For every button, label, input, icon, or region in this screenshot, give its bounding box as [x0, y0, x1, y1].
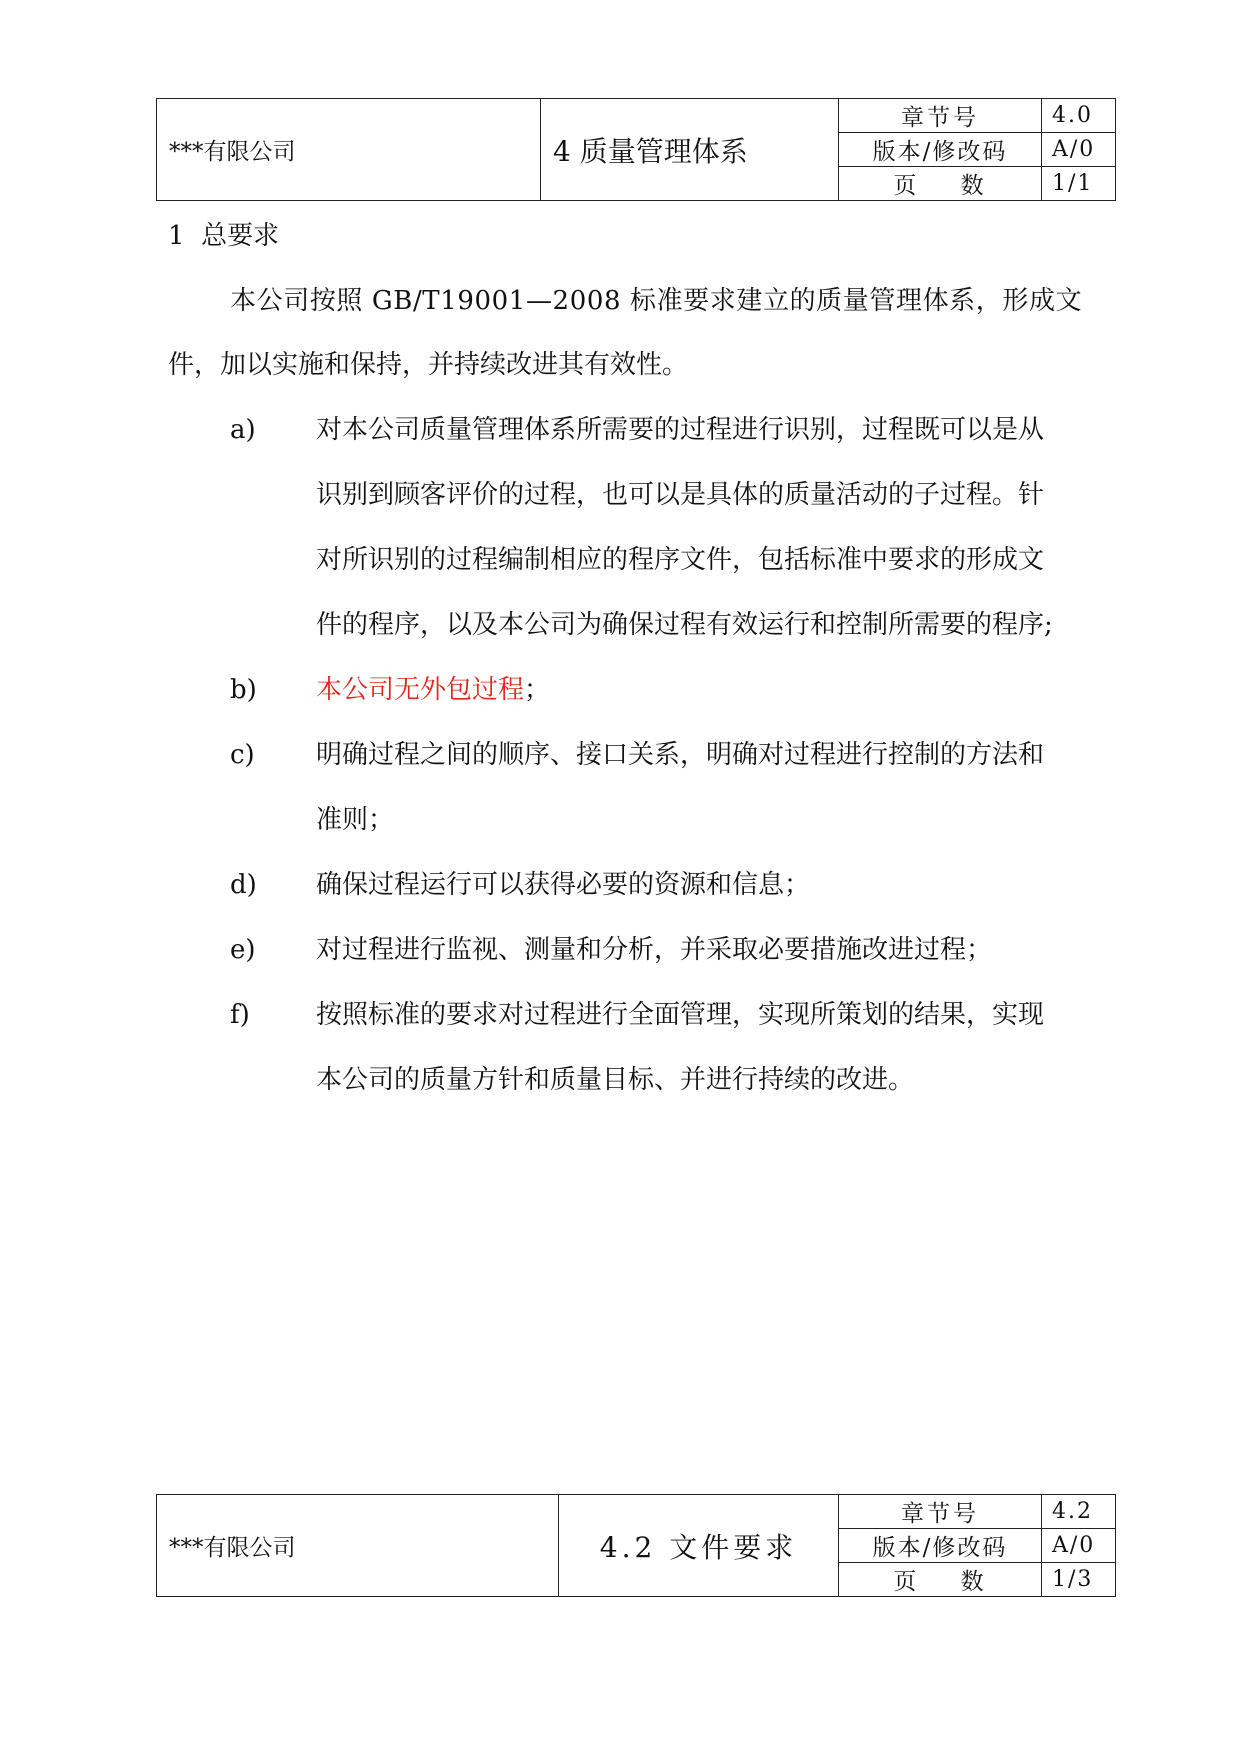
- meta-row-chapter: [839, 99, 1115, 133]
- meta-row-pages: [839, 1563, 1115, 1596]
- list-item-line: 准则；: [316, 805, 395, 835]
- document-header-table: [156, 1494, 1116, 1597]
- meta-label: 版本/修改码: [839, 1529, 1042, 1562]
- list-item-line: 识别到顾客评价的过程，也可以是具体的质量活动的子过程。针: [316, 480, 1045, 510]
- meta-row-version: [839, 1529, 1115, 1563]
- document-header-table: [156, 98, 1116, 201]
- company-name: ***有限公司: [157, 99, 541, 200]
- list-marker: f): [230, 1000, 250, 1030]
- intro-paragraph-line: 本公司按照 GB/T19001—2008 标准要求建立的质量管理体系，形成文: [230, 286, 1083, 316]
- list-item-line: 确保过程运行可以获得必要的资源和信息；: [316, 870, 811, 900]
- meta-value: 1/3: [1052, 1567, 1094, 1592]
- meta-value: 1/1: [1052, 171, 1094, 196]
- list-marker: d): [230, 870, 257, 900]
- company-name: ***有限公司: [157, 1495, 559, 1596]
- meta-value: 4.0: [1052, 103, 1093, 128]
- meta-label: 章节号: [839, 1495, 1042, 1528]
- list-marker: e): [230, 935, 256, 965]
- meta-value: 4.2: [1052, 1499, 1093, 1524]
- meta-row-pages: [839, 167, 1115, 200]
- meta-label: 章节号: [839, 99, 1042, 132]
- list-item-line: [316, 677, 550, 703]
- meta-label: 版本/修改码: [839, 133, 1042, 166]
- meta-row-chapter: [839, 1495, 1115, 1529]
- list-marker: b): [230, 675, 257, 705]
- header-meta: [839, 1495, 1115, 1596]
- list-item-line: 本公司的质量方针和质量目标、并进行持续的改进。: [316, 1065, 915, 1095]
- meta-row-version: [839, 133, 1115, 167]
- list-item-line: 对本公司质量管理体系所需要的过程进行识别，过程既可以是从: [316, 415, 1045, 445]
- section-heading: 1 总要求: [168, 221, 280, 251]
- list-item-line: 按照标准的要求对过程进行全面管理，实现所策划的结果，实现: [316, 1000, 1045, 1030]
- list-item-line: 明确过程之间的顺序、接口关系，明确对过程进行控制的方法和: [316, 740, 1045, 770]
- chapter-title: 4.2 文件要求: [559, 1495, 839, 1596]
- highlighted-text: 本公司无外包过程: [316, 675, 525, 705]
- list-item-line: 件的程序，以及本公司为确保过程有效运行和控制所需要的程序;: [316, 610, 1053, 640]
- meta-label: 页 数: [839, 167, 1042, 200]
- list-item-line: 对所识别的过程编制相应的程序文件，包括标准中要求的形成文: [316, 545, 1045, 575]
- meta-label: 页 数: [839, 1563, 1042, 1596]
- list-marker: c): [230, 740, 255, 770]
- intro-paragraph-line: 件，加以实施和保持，并持续改进其有效性。: [168, 350, 689, 380]
- list-marker: a): [230, 415, 256, 445]
- meta-value: A/0: [1052, 1533, 1096, 1558]
- chapter-title: 4 质量管理体系: [541, 99, 839, 200]
- list-item-suffix: ；: [524, 675, 551, 705]
- meta-value: A/0: [1052, 137, 1096, 162]
- header-meta: [839, 99, 1115, 200]
- list-item-line: 对过程进行监视、测量和分析，并采取必要措施改进过程；: [316, 935, 993, 965]
